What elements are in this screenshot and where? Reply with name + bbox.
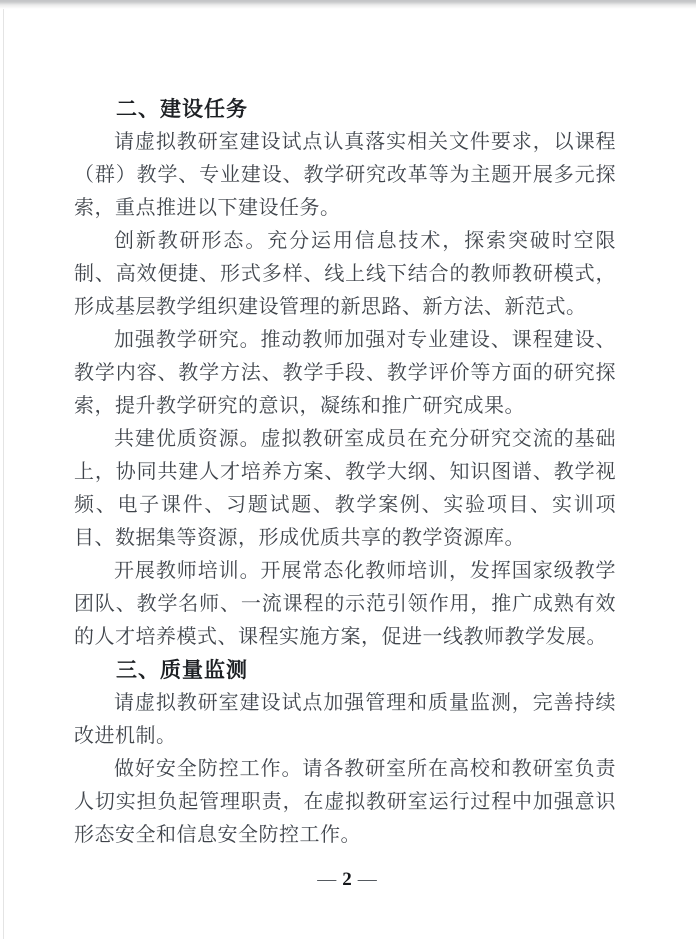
paragraph-intro: 请虚拟教研室建设试点认真落实相关文件要求，以课程（群）教学、专业建设、教学研究改革等为主题开展多元探索，重点推进以下建设任务。 [74, 131, 616, 219]
section-heading-construction-tasks: 二、建设任务 [116, 98, 248, 121]
page-left-edge [3, 9, 4, 939]
paragraph-quality-monitoring: 请虚拟教研室建设试点加强管理和质量监测，完善持续改进机制。 [74, 692, 616, 747]
page-number [0, 869, 696, 891]
page-number-dash-left: — [317, 869, 339, 890]
page-top-edge [0, 0, 696, 9]
paragraph-security-prevention: 做好安全防控工作。请各教研室所在高校和教研室负责人切实担负起管理职责，在虚拟教研室运行过程中加强意识形态安全和信息安全防控工作。 [74, 758, 616, 846]
section-heading-quality-monitoring: 三、质量监测 [116, 659, 248, 682]
paragraph-strengthen-teaching-research: 加强教学研究。推动教师加强对专业建设、课程建设、教学内容、教学方法、教学手段、教学评价等方面的研究探索，提升教学研究的意识，凝练和推广研究成果。 [74, 329, 616, 417]
page-number-dash-right: — [357, 869, 379, 890]
page-number-value: 2 [342, 869, 354, 890]
paragraph-innovate-research-forms: 创新教研形态。充分运用信息技术，探索突破时空限制、高效便捷、形式多样、线上线下结合的教师教研模式，形成基层教学组织建设管理的新思路、新方法、新范式。 [74, 230, 616, 318]
paragraph-teacher-training: 开展教师培训。开展常态化教师培训，发挥国家级教学团队、教学名师、一流课程的示范引领作用，推广成熟有效的人才培养模式、课程实施方案，促进一线教师教学发展。 [74, 560, 616, 648]
document-body [74, 93, 616, 852]
paragraph-cobuild-quality-resources: 共建优质资源。虚拟教研室成员在充分研究交流的基础上，协同共建人才培养方案、教学大纲、知识图谱、教学视频、电子课件、习题试题、教学案例、实验项目、实训项目、数据集等资源，形成优质共享的教学资源库。 [74, 428, 616, 549]
